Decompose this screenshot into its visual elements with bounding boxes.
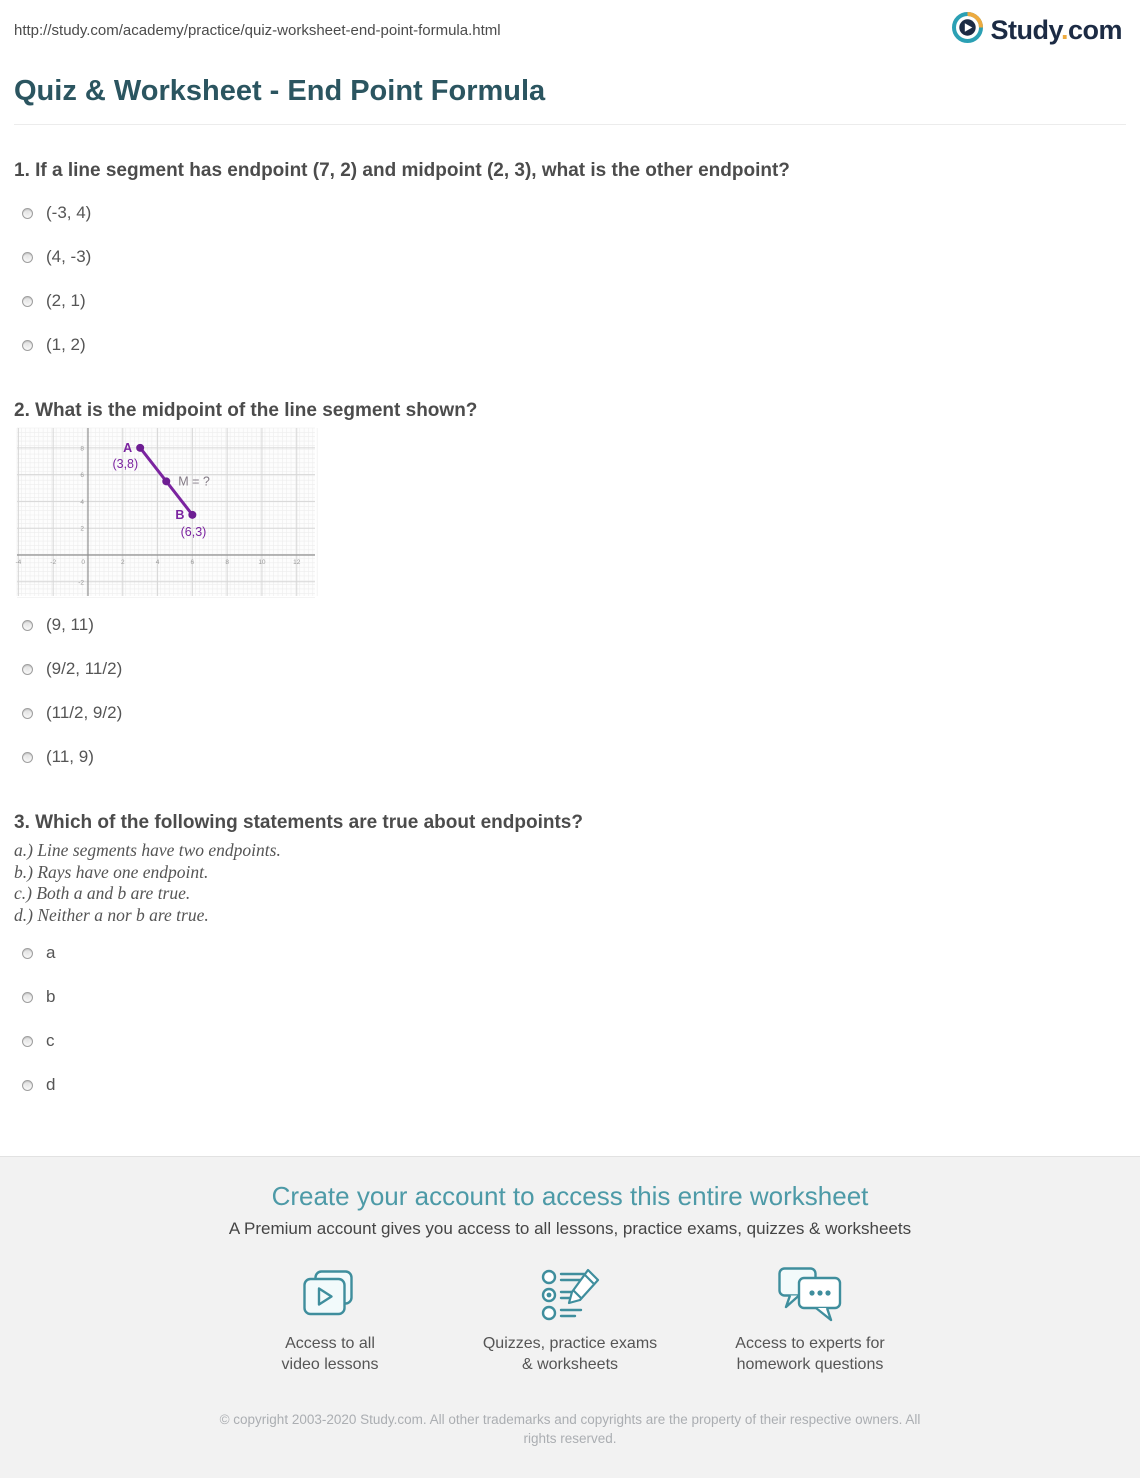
radio-button[interactable] bbox=[22, 1036, 33, 1047]
answer-option-label: (9, 11) bbox=[46, 615, 94, 634]
answer-option-label: b bbox=[46, 987, 56, 1006]
svg-text:2: 2 bbox=[120, 559, 125, 567]
svg-text:B: B bbox=[175, 507, 185, 522]
midpoint-graph bbox=[17, 428, 315, 596]
video-lessons-icon bbox=[303, 1266, 357, 1324]
question-2-heading: 2. What is the midpoint of the line segment shown? bbox=[14, 400, 478, 421]
answer-option[interactable] bbox=[14, 658, 1126, 680]
feature-label: Quizzes, practice exams & worksheets bbox=[482, 1335, 658, 1373]
svg-text:A: A bbox=[123, 440, 133, 455]
footer-heading: Create your account to access this entire worksheet bbox=[271, 1181, 869, 1211]
svg-text:10: 10 bbox=[258, 559, 266, 567]
svg-text:M = ?: M = ? bbox=[178, 474, 210, 489]
answer-option[interactable] bbox=[14, 1030, 1126, 1052]
quizzes-worksheets-icon bbox=[540, 1266, 600, 1324]
feature-label: Access to experts for homework questions bbox=[735, 1335, 885, 1373]
radio-button[interactable] bbox=[22, 340, 33, 351]
radio-button[interactable] bbox=[22, 208, 33, 219]
answer-option[interactable] bbox=[14, 290, 1126, 312]
svg-text:8: 8 bbox=[80, 445, 84, 453]
answer-option[interactable] bbox=[14, 202, 1126, 224]
svg-text:(3,8): (3,8) bbox=[112, 456, 139, 471]
question-3 bbox=[14, 810, 1126, 1096]
radio-button[interactable] bbox=[22, 620, 33, 631]
studycom-logo[interactable] bbox=[951, 11, 1122, 49]
statement-b: b.) Rays have one endpoint. bbox=[14, 861, 209, 882]
svg-text:2: 2 bbox=[80, 525, 84, 533]
answer-option[interactable] bbox=[14, 986, 1126, 1008]
radio-button[interactable] bbox=[22, 948, 33, 959]
studycom-logo-text: Study.com bbox=[990, 14, 1122, 45]
answer-option[interactable] bbox=[14, 246, 1126, 268]
answer-option-label: (11, 9) bbox=[46, 747, 94, 766]
svg-text:6: 6 bbox=[190, 559, 195, 567]
radio-button[interactable] bbox=[22, 296, 33, 307]
answer-option[interactable] bbox=[14, 746, 1126, 768]
answer-option[interactable] bbox=[14, 942, 1126, 964]
worksheet-content bbox=[0, 53, 1140, 1118]
question-1-heading: 1. If a line segment has endpoint (7, 2) and midpoint (2, 3), what is the other endpoint? bbox=[14, 160, 790, 181]
answer-option-label: (2, 1) bbox=[46, 291, 86, 310]
statement-d: d.) Neither a nor b are true. bbox=[14, 904, 209, 925]
answer-option-label: (1, 2) bbox=[46, 335, 86, 354]
answer-option-label: d bbox=[46, 1075, 56, 1094]
question-3-statements bbox=[14, 840, 1126, 926]
svg-text:(6,3): (6,3) bbox=[180, 524, 207, 539]
radio-button[interactable] bbox=[22, 252, 33, 263]
answer-option[interactable] bbox=[14, 702, 1126, 724]
radio-button[interactable] bbox=[22, 708, 33, 719]
feature-quizzes-worksheets bbox=[450, 1266, 690, 1375]
feature-list bbox=[0, 1266, 1140, 1375]
answer-option[interactable] bbox=[14, 334, 1126, 356]
feature-video-lessons bbox=[210, 1266, 450, 1375]
svg-text:4: 4 bbox=[155, 559, 160, 567]
homework-experts-icon bbox=[778, 1266, 842, 1324]
answer-option-label: (-3, 4) bbox=[46, 203, 92, 222]
question-3-options bbox=[14, 942, 1126, 1096]
radio-button[interactable] bbox=[22, 1080, 33, 1091]
page-title: Quiz & Worksheet - End Point Formula bbox=[14, 75, 546, 107]
svg-text:-2: -2 bbox=[50, 559, 57, 567]
svg-text:0: 0 bbox=[81, 559, 85, 567]
svg-text:4: 4 bbox=[80, 498, 84, 506]
svg-text:-4: -4 bbox=[15, 559, 22, 567]
svg-text:12: 12 bbox=[293, 559, 301, 567]
radio-button[interactable] bbox=[22, 992, 33, 1003]
line-segment-graph-wrap bbox=[17, 428, 1126, 596]
svg-text:6: 6 bbox=[80, 472, 84, 480]
studycom-logo-icon bbox=[951, 11, 984, 49]
question-2 bbox=[14, 398, 1126, 768]
feature-homework-experts bbox=[690, 1266, 930, 1375]
statement-c: c.) Both a and b are true. bbox=[14, 883, 191, 903]
answer-option-label: (11/2, 9/2) bbox=[46, 703, 123, 722]
svg-text:-2: -2 bbox=[78, 579, 84, 587]
answer-option-label: (9/2, 11/2) bbox=[46, 659, 123, 678]
question-1 bbox=[14, 158, 1126, 356]
top-bar bbox=[0, 0, 1140, 53]
radio-button[interactable] bbox=[22, 752, 33, 763]
radio-button[interactable] bbox=[22, 664, 33, 675]
answer-option[interactable] bbox=[14, 1074, 1126, 1096]
statement-a: a.) Line segments have two endpoints. bbox=[14, 840, 281, 860]
svg-text:8: 8 bbox=[225, 559, 229, 567]
answer-option-label: a bbox=[46, 943, 56, 962]
copyright-notice: © copyright 2003-2020 Study.com. All other trademarks and copyrights are the property of their respective owners. All rights reserved. bbox=[219, 1412, 921, 1446]
question-2-options bbox=[14, 614, 1126, 768]
feature-label: Access to all video lessons bbox=[281, 1335, 379, 1373]
footer-subheading: A Premium account gives you access to all lessons, practice exams, quizzes & worksheets bbox=[228, 1219, 912, 1238]
title-divider bbox=[14, 124, 1126, 125]
question-1-options bbox=[14, 202, 1126, 356]
answer-option-label: c bbox=[46, 1031, 55, 1050]
question-3-heading: 3. Which of the following statements are true about endpoints? bbox=[14, 812, 583, 833]
answer-option-label: (4, -3) bbox=[46, 247, 92, 266]
answer-option[interactable] bbox=[14, 614, 1126, 636]
account-footer bbox=[0, 1156, 1140, 1478]
page-url: http://study.com/academy/practice/quiz-worksheet-end-point-formula.html bbox=[14, 21, 501, 39]
